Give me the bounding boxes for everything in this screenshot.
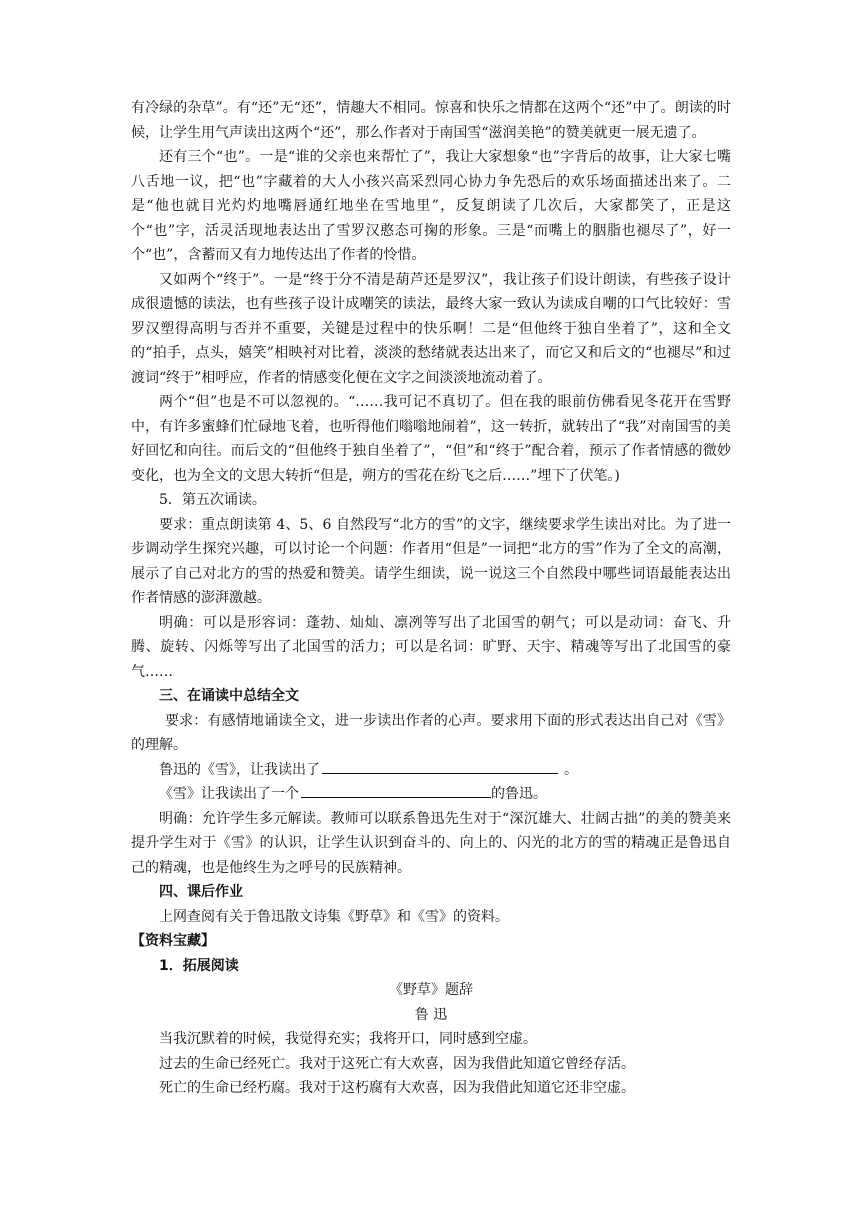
step-5-heading: 5．第五次诵读。: [159, 492, 266, 508]
document-page: [131, 96, 731, 1101]
resources-heading: 【资料宝藏】: [131, 933, 215, 949]
poem-title: 《野草》题辞: [389, 982, 473, 998]
blank-line-2[interactable]: [301, 783, 491, 798]
paragraph-answer: 明确：可以是形容词：蓬勃、灿灿、凛冽等写出了北国雪的朝气；可以是动词：奋飞、升腾、旋转、闪烁等写出了北国雪的活力；可以是名词：旷野、天宇、精魂等写出了北国雪的豪气……: [131, 614, 731, 680]
fill-blank-2-suffix: 的鲁迅。: [491, 786, 547, 802]
paragraph-requirement: 要求：重点朗读第 4、5、6 自然段写“北方的雪”的文字，继续要求学生读出对比。为了进一步调动学生探究兴趣，可以讨论一个问题：作者用“但是”一词把“北方的雪”作为了全文的高潮，展示了自己对北方的雪的热爱和赞美。请学生细读，说一说这三个自然段中哪些词语最能表达出作者情感的澎湃激越。: [131, 516, 731, 606]
fill-blank-2: [131, 782, 731, 807]
section-4-heading: 四、课后作业: [159, 884, 243, 900]
poem-author: 鲁 迅: [414, 1006, 448, 1023]
fill-blank-1-prefix: 鲁迅的《雪》，让我读出了: [159, 761, 320, 778]
homework-text: 上网查阅有关于鲁迅散文诗集《野草》和《雪》的资料。: [159, 908, 509, 925]
paragraph-3: 又如两个“终于”。一是“终于分不清是葫芦还是罗汉”，我让孩子们设计朗读，有些孩子设计成很遗憾的读法，也有些孩子设计成嘲笑的读法，最终大家一致认为读成自嘲的口气比较好：雪罗汉塑得高明与否并不重要，关键是过程中的快乐啊！二是“但他终于独自坐着了”，这和全文的“拍手，点头，嬉笑”相映衬对比着，淡淡的愁绪就表达出来了，而它又和后文的“也褪尽”和过渡词“终于”相呼应，作者的情感变化便在文字之间淡淡地流动着了。: [131, 271, 731, 386]
fill-blank-1: [131, 758, 731, 783]
poem-line-3: 死亡的生命已经朽腐。我对于这朽腐有大欢喜，因为我借此知道它还非空虚。: [159, 1080, 635, 1096]
section-3-heading: 三、在诵读中总结全文: [159, 688, 299, 704]
fill-blank-2-prefix: 《雪》让我读出了一个: [159, 786, 299, 802]
extended-reading-heading: 1．拓展阅读: [159, 957, 239, 974]
paragraph-2: 还有三个“也”。一是“谁的父亲也来帮忙了”，我让大家想象“也”字背后的故事，让大家七嘴八舌地一议，把“也”字藏着的大人小孩兴高采烈同心协力争先恐后的欢乐场面描述出来了。二是“他也就目光灼灼地嘴唇通红地坐在雪地里”，反复朗读了几次后，大家都笑了，正是这个“也”字，活灵活现地表达出了雪罗汉憨态可掬的形象。三是“而嘴上的胭脂也褪尽了”，好一个“也”，含蓄而又有力地传达出了作者的怜惜。: [131, 149, 731, 263]
paragraph-requirement-2: 要求：有感情地诵读全文，进一步读出作者的心声。要求用下面的形式表达出自己对《雪》的理解。: [131, 712, 731, 753]
paragraph-answer-2: 明确：允许学生多元解读。教师可以联系鲁迅先生对于“深沉雄大、壮阔古拙”的美的赞美来提升学生对于《雪》的认识，让学生认识到奋斗的、向上的、闪光的北方的雪的精魂正是鲁迅自己的精魂，也是他终生为之呼号的民族精神。: [131, 810, 731, 876]
blank-line-1[interactable]: [322, 759, 558, 774]
paragraph-4: 两个“但”也是不可以忽视的。“……我可记不真切了。但在我的眼前仿佛看见冬花开在雪野中，有许多蜜蜂们忙碌地飞着，也听得他们嗡嗡地闹着”，这一转折，就转出了“我”对南国雪的美好回忆和向往。而后文的“但他终于独自坐着了”，“但”和“终于”配合着，预示了作者情感的微妙变化，也为全文的文思大转折“但是，朔方的雪花在纷飞之后……”埋下了伏笔。): [131, 394, 731, 484]
poem-line-1: 当我沉默着的时候，我觉得充实；我将开口，同时感到空虚。: [159, 1031, 537, 1047]
fill-blank-1-suffix: 。: [564, 761, 578, 778]
paragraph-1: 有冷绿的杂草”。有“还”无“还”，情趣大不相同。惊喜和快乐之情都在这两个“还”中了。朗读的时候，让学生用气声读出这两个“还”，那么作者对于南国雪“滋润美艳”的赞美就更一展无遗了。: [131, 100, 731, 141]
poem-line-2: 过去的生命已经死亡。我对于这死亡有大欢喜，因为我借此知道它曾经存活。: [159, 1055, 635, 1072]
